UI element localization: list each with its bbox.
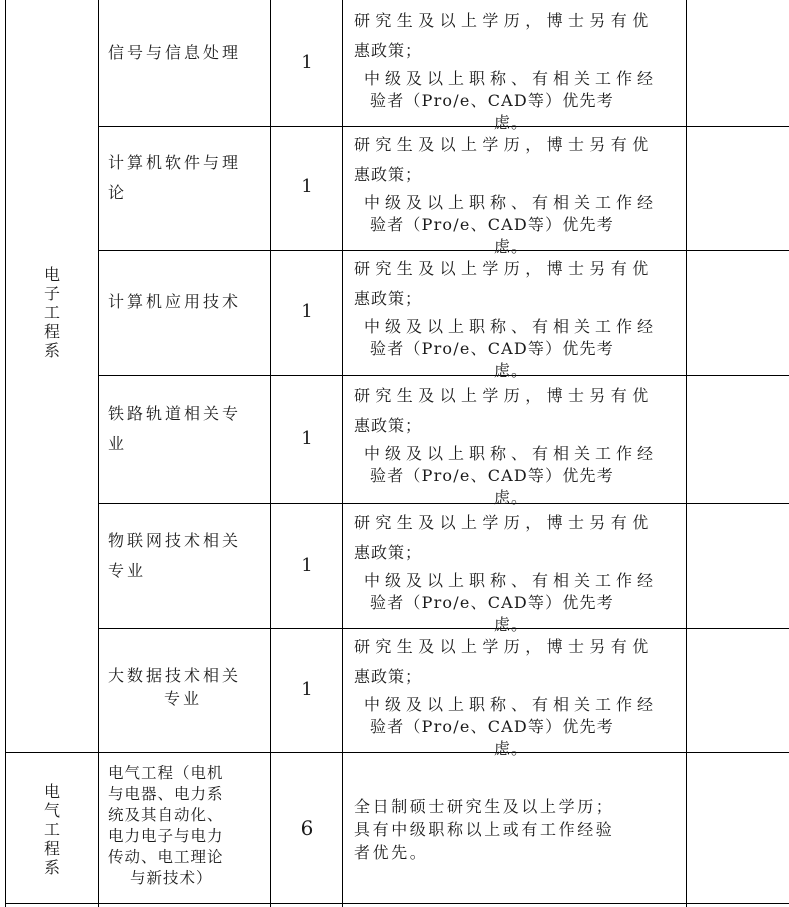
row-divider: [98, 375, 789, 376]
department-electronics: 电子工程系: [43, 265, 60, 360]
major-cell: 铁路轨道相关专 业: [108, 404, 242, 453]
count-cell: 6: [300, 816, 314, 840]
column-divider: [686, 0, 687, 907]
table-border-left: [5, 0, 6, 907]
row-divider: [98, 628, 789, 629]
major-cell: 电气工程（电机 与电器、电力系 统及其自动化、 电力电子与电力 传动、电工理论 与新技术）: [108, 764, 224, 887]
department-electrical: 电气工程系: [43, 782, 60, 877]
count-cell: 1: [301, 555, 313, 576]
count-cell: 1: [301, 679, 313, 700]
column-divider: [98, 0, 99, 907]
column-divider: [342, 0, 343, 907]
requirement-cell: 全日制硕士研究生及以上学历； 具有中级职称以上或有工作经验 者优先。: [354, 797, 615, 862]
row-divider: [98, 503, 789, 504]
recruitment-table: 电子工程系 电气工程系 信号与信息处理 1 研究生及以上学历，博士另有优 惠政策； 中级及以上职称、有相关工作经 验者（Pro/e、CAD等）优先考 虑。 计算机软件与理 论 1 研究生及以上学历，博士另有优 惠政策； 中级及以上职称、有相关工作经 验者（Pro/e、CAD等）优先考 虑。 计算机应用技术 1 研究生及以上学历，博士另有优 惠政策； 中级及以上职称、有相关工作经 验者（Pro/e、CAD等）优先考 虑。 铁路轨道相关专 业 1 研究生及以上学历，博士另有优 惠政策； 中级及以上职称、有相关工作经 验者（Pro/e、CAD等）优先考 虑。 物联网技术相关 专业 1 研究生及以上学历，博士另有优 惠政策； 中级及以上职称、有相关工作经 验者（Pro/e、CAD等）优先考 虑。 大数据技术相关 专业 1 研究生及以上学历，博士另有优 惠政策； 中级及以上职称、有相关工作经 验者（Pro/e、CAD等）优先考 虑。 电气工程（电机 与电器、电力系 统及其自动化、 电力电子与电力 传动、电工理论 与新技术） 6 全日制硕士研究生及以上学历； 具有中级职称以上或有工作经验 者优先。: [0, 0, 789, 907]
count-cell: 1: [301, 428, 313, 449]
row-divider: [98, 250, 789, 251]
major-cell: 大数据技术相关 专业: [108, 666, 242, 708]
row-divider: [5, 903, 789, 904]
row-divider: [5, 752, 789, 753]
count-cell: 1: [301, 176, 313, 197]
major-cell: 计算机软件与理 论: [108, 153, 242, 202]
count-cell: 1: [301, 301, 313, 322]
major-cell: 信号与信息处理: [108, 43, 242, 62]
major-cell: 计算机应用技术: [108, 292, 242, 311]
major-cell: 物联网技术相关 专业: [108, 531, 242, 580]
row-divider: [98, 126, 789, 127]
column-divider: [270, 0, 271, 907]
count-cell: 1: [301, 52, 313, 73]
